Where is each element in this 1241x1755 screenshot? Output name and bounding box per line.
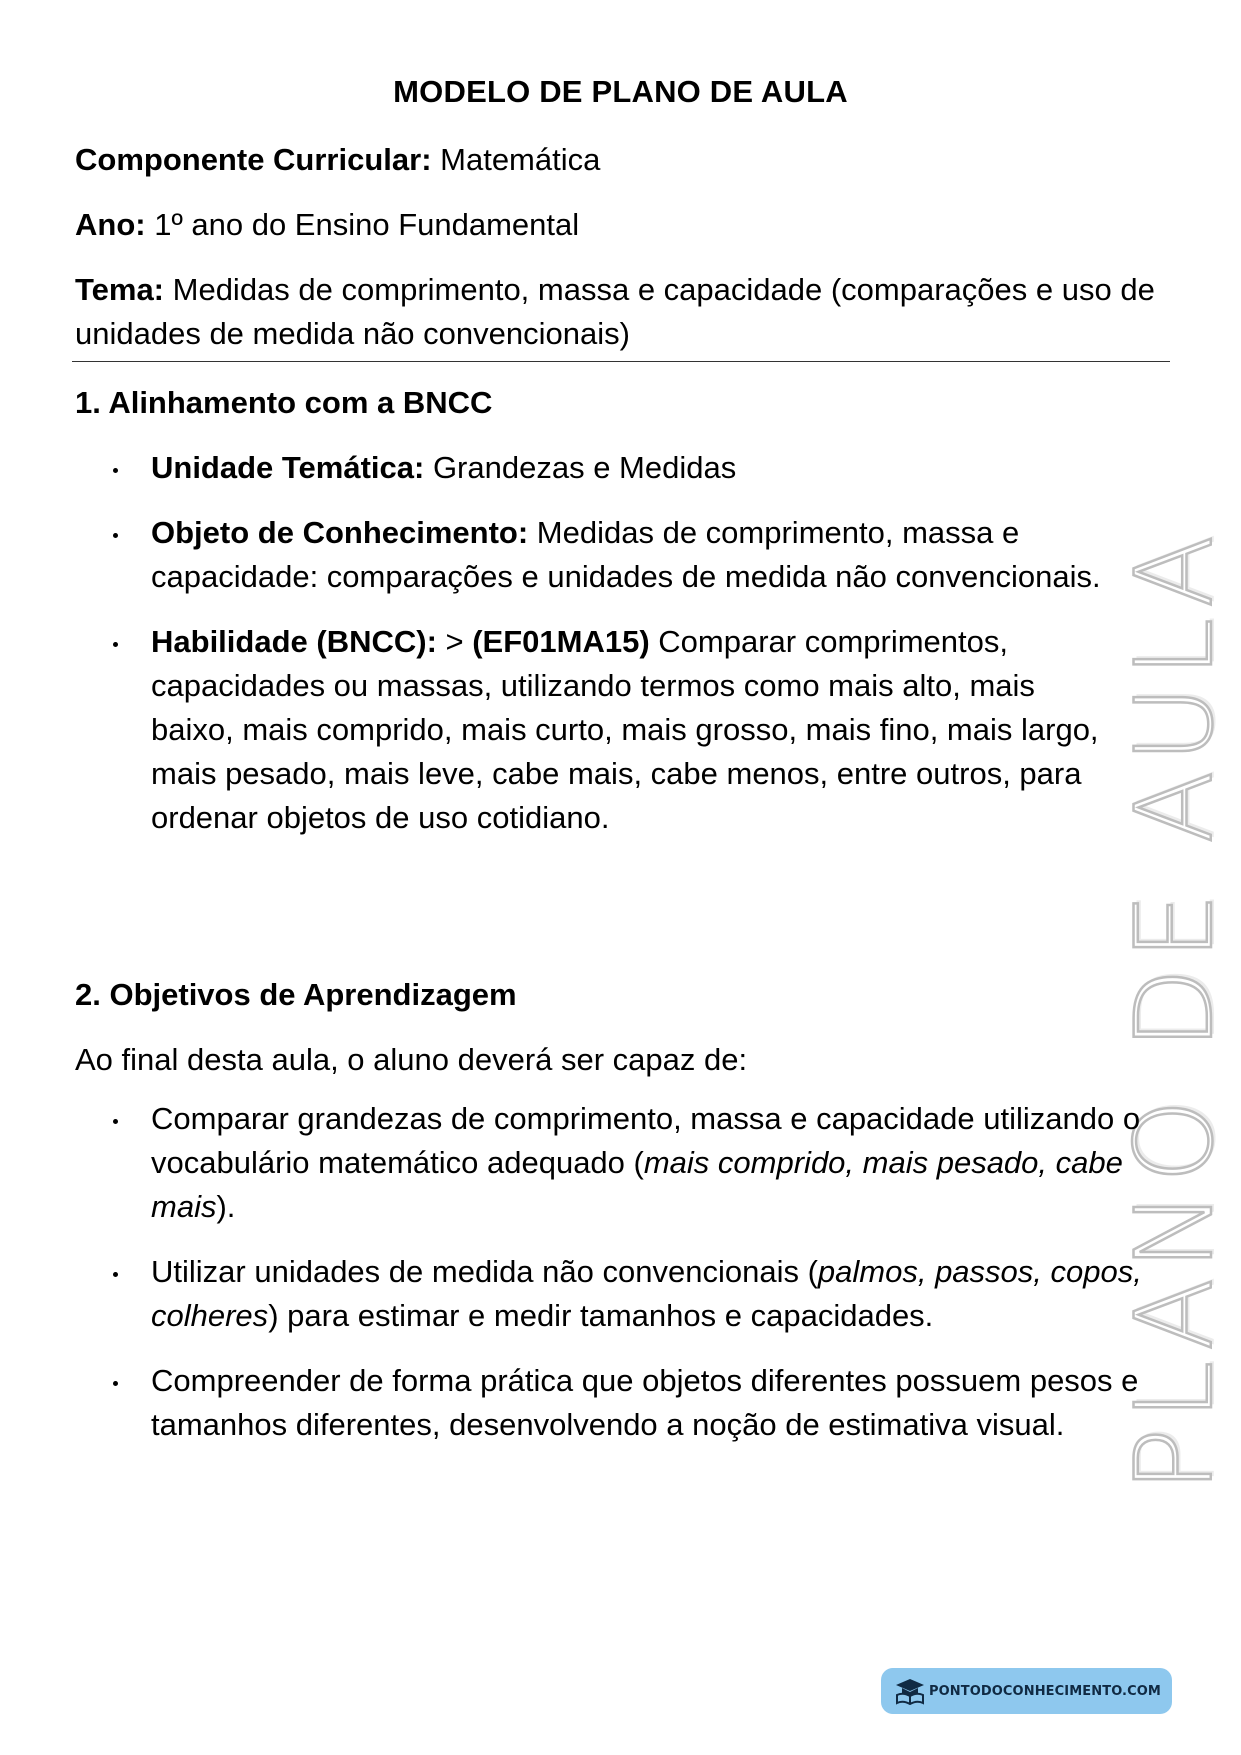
objective-text: Compreender de forma prática que objetos diferentes possuem pesos e tamanhos diferentes, desenvolvendo a noção de estimativa visual. bbox=[151, 1363, 1139, 1442]
section2-title: 2. Objetivos de Aprendizagem bbox=[75, 977, 517, 1012]
theme-value: Medidas de comprimento, massa e capacidade (comparações e uso de unidades de medida não convencionais) bbox=[75, 272, 1155, 351]
theme-label: Tema: bbox=[75, 272, 165, 307]
skill-value: Comparar comprimentos, capacidades ou massas, utilizando termos como mais alto, mais baixo, mais comprido, mais curto, mais grosso, mais fino, mais largo, mais pesado, mais leve, cabe mais, cabe menos, entre outros, para ordenar objetos de uso cotidiano. bbox=[151, 624, 1099, 835]
header-divider bbox=[72, 361, 1170, 362]
object-label: Objeto de Conhecimento: bbox=[151, 515, 529, 550]
list-item bbox=[75, 620, 1120, 840]
unit-label: Unidade Temática: bbox=[151, 450, 425, 485]
year-value: 1º ano do Ensino Fundamental bbox=[145, 207, 580, 242]
list-item bbox=[75, 511, 1120, 599]
objective-text: Utilizar unidades de medida não convencionais ( bbox=[151, 1254, 818, 1289]
component-line bbox=[75, 138, 1175, 182]
graduation-book-icon bbox=[893, 1677, 927, 1705]
section2-list bbox=[75, 1097, 1170, 1468]
objective-examples: mais comprido, mais pesado, cabe mais bbox=[151, 1145, 1123, 1224]
unit-value: Grandezas e Medidas bbox=[424, 450, 737, 485]
badge-text: PONTODOCONHECIMENTO.COM bbox=[929, 1683, 1161, 1699]
objective-text: Comparar grandezas de comprimento, massa e capacidade utilizando o vocabulário matemático adequado ( bbox=[151, 1101, 1141, 1180]
document-title: MODELO DE PLANO DE AULA bbox=[393, 74, 848, 109]
section1-list bbox=[75, 446, 1120, 861]
skill-gt: > bbox=[436, 624, 473, 659]
list-item bbox=[75, 1250, 1170, 1338]
section2-intro: Ao final desta aula, o aluno deverá ser capaz de: bbox=[75, 1042, 748, 1077]
objective-examples: palmos, passos, copos, colheres bbox=[151, 1254, 1142, 1333]
year-label: Ano: bbox=[75, 207, 146, 242]
component-value: Matemática bbox=[431, 142, 601, 177]
theme-line bbox=[75, 268, 1175, 356]
list-item bbox=[75, 1359, 1170, 1447]
list-item bbox=[75, 446, 1120, 490]
section1-title: 1. Alinhamento com a BNCC bbox=[75, 385, 493, 420]
component-label: Componente Curricular: bbox=[75, 142, 432, 177]
skill-label: Habilidade (BNCC): bbox=[151, 624, 437, 659]
object-value: Medidas de comprimento, massa e capacidade: comparações e unidades de medida não convencionais. bbox=[151, 515, 1101, 594]
list-item bbox=[75, 1097, 1170, 1229]
skill-code: (EF01MA15) bbox=[472, 624, 650, 659]
objective-text-end: ). bbox=[216, 1189, 236, 1224]
site-badge[interactable] bbox=[881, 1668, 1172, 1714]
vertical-watermark: PLANO DE AULA bbox=[1113, 527, 1236, 1492]
objective-text-end: ) para estimar e medir tamanhos e capacidades. bbox=[268, 1298, 934, 1333]
year-line bbox=[75, 203, 1175, 247]
